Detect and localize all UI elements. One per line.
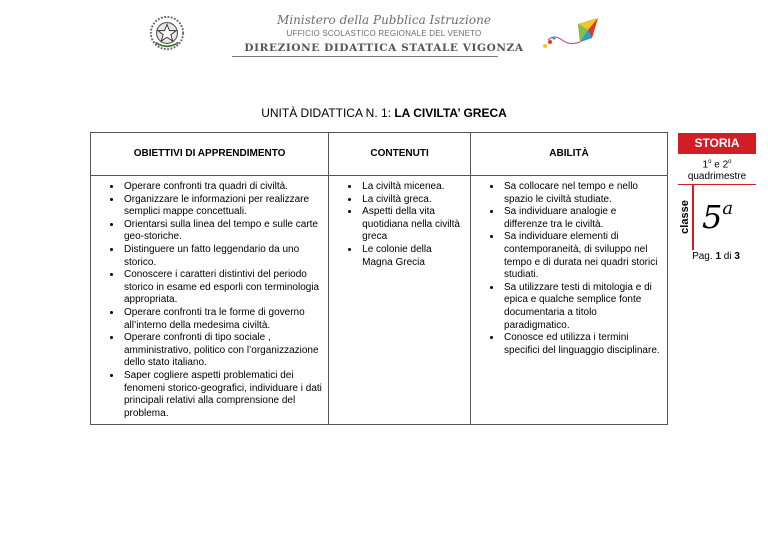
quarter-word: quadrimestre (687, 171, 747, 183)
unit-title-subject: LA CIVILTA’ GRECA (394, 106, 507, 120)
header-objectives: OBIETTIVI DI APPRENDIMENTO (91, 133, 329, 176)
ministry-name: Ministero della Pubblica Istruzione (277, 13, 491, 27)
list-item: • Conosce ed utilizza i termini specifici del linguaggio disciplinare. (502, 332, 661, 357)
quarter-second: 2 (722, 159, 729, 171)
class-grade (702, 189, 733, 237)
grade-sup: a (722, 198, 734, 219)
list-item: • Distinguere un fatto leggendario da uno storico. (122, 244, 322, 269)
quarter-first-sup: o (708, 159, 712, 165)
class-label-wrapper (678, 185, 692, 250)
school-direction: DIREZIONE DIDATTICA STATALE VIGONZA (244, 42, 524, 54)
grade-number: 5 (702, 198, 723, 236)
list-item: • La civiltà greca. (360, 194, 464, 207)
objectives-list (95, 181, 322, 420)
list-item: • Aspetti della vita quotidiana nella civiltà greca (360, 206, 464, 244)
quarter-join: e (711, 159, 723, 171)
unit-title (0, 106, 768, 120)
header-skills: ABILITÀ (471, 133, 668, 176)
list-item: • Operare confronti tra le forme di governo all’interno della medesima civiltà. (122, 307, 322, 332)
list-item: • Sa utilizzare testi di mitologia e di epica e qualche semplice fonte documentaria a titolo paradigmatico. (502, 282, 661, 332)
list-item: • Sa collocare nel tempo e nello spazio le civiltà studiate. (502, 181, 661, 206)
list-item: • Sa individuare elementi di contemporaneità, di sviluppo nel tempo e di durata nei quadri storici studiati. (502, 231, 661, 281)
quarter-second-sup: o (728, 159, 732, 165)
table-header-row (91, 133, 668, 176)
list-item: • Operare confronti di tipo sociale , amministrativo, politico con l’organizzazione dello stato italiano. (122, 332, 322, 370)
regional-office: UFFICIO SCOLASTICO REGIONALE DEL VENETO (286, 29, 482, 38)
quarter-label (678, 154, 756, 185)
skills-cell (471, 176, 668, 425)
list-item: • Le colonie della Magna Grecia (360, 244, 464, 269)
page-separator: di (721, 251, 735, 262)
header-contents: CONTENUTI (329, 133, 471, 176)
page-total: 3 (734, 251, 740, 262)
page-current: 1 (715, 251, 721, 262)
class-box (678, 185, 756, 250)
contents-list (333, 181, 464, 269)
list-item: • Saper cogliere aspetti problematici dei fenomeni storico-geografici, individuare i dati principali relativi alla comprensione del problema. (122, 370, 322, 420)
class-label: classe (679, 200, 691, 234)
class-divider (692, 185, 694, 250)
objectives-cell (91, 176, 329, 425)
table-row (91, 176, 668, 425)
page-prefix: Pag. (692, 251, 716, 262)
contents-cell (329, 176, 471, 425)
subject-sidebar (678, 133, 756, 250)
list-item: • Operare confronti tra quadri di civiltà. (122, 181, 322, 194)
unit-title-prefix: UNITÀ DIDATTICA N. 1: (261, 106, 395, 120)
list-item: • La civiltà micenea. (360, 181, 464, 194)
header-rule (232, 56, 498, 57)
list-item: • Sa individuare analogie e differenze tra le civiltà. (502, 206, 661, 231)
list-item: • Conoscere i caratteri distintivi del periodo storico in esame ed esporli con terminologia appropriata. (122, 269, 322, 307)
curriculum-table (90, 132, 668, 425)
list-item: • Orientarsi sulla linea del tempo e sulle carte geo-storiche. (122, 219, 322, 244)
subject-label: STORIA (678, 133, 756, 154)
page-indicator (680, 251, 752, 262)
list-item: • Organizzare le informazioni per realizzare semplici mappe concettuali. (122, 194, 322, 219)
skills-list (475, 181, 661, 357)
quarter-first: 1 (702, 159, 709, 171)
